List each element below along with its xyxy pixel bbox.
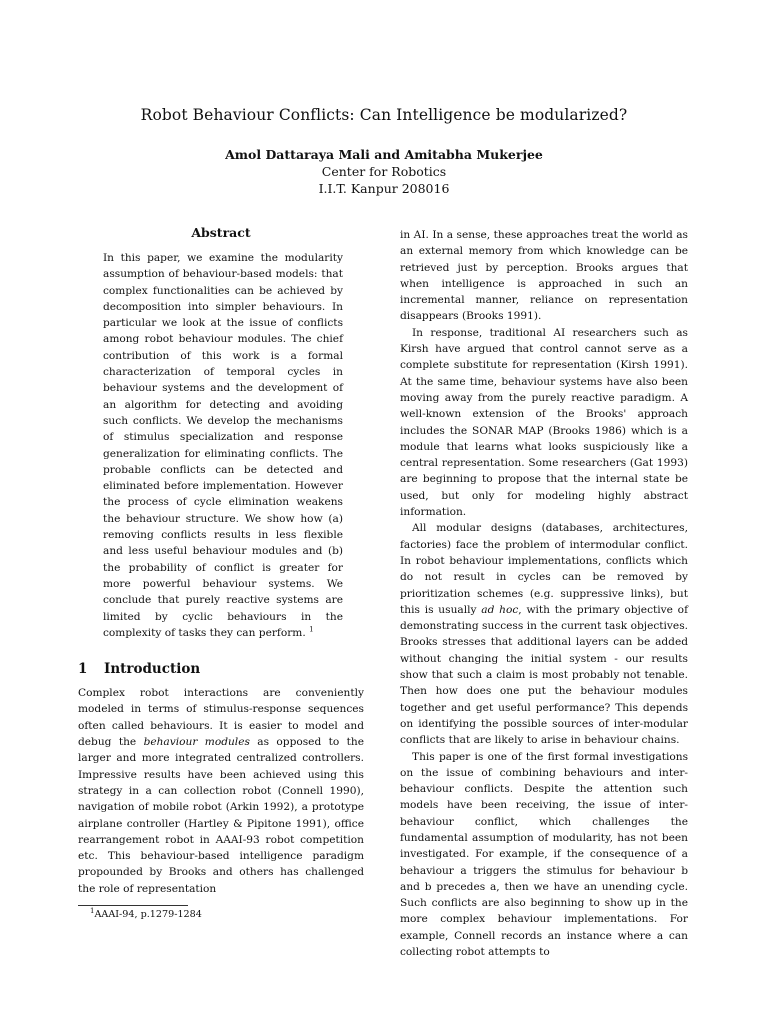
paper-title: Robot Behaviour Conflicts: Can Intelligence be modularized? <box>140 106 628 124</box>
intro-p1-start: Complex robot interactions are conveniently modeled in terms of stimulus-response sequences often called behaviours. It is easier to model and debug the <box>78 687 364 749</box>
right-column <box>400 227 688 960</box>
paper-authors: Amol Dattaraya Mali and Amitabha Mukerjee <box>225 147 543 162</box>
section-title: Introduction <box>104 661 201 678</box>
right-p3-emphasis: ad hoc <box>481 603 519 616</box>
section-number: 1 <box>78 661 88 678</box>
right-paragraph-2: In response, traditional AI researchers such as Kirsh have argued that control cannot serve as a complete substitute for representation (Kirsh 1991). At the same time, behaviour systems have also been moving away from the purely reactive paradigm. A well-known extension of the Brooks' approach includes the SONAR MAP (Brooks 1986) which is a module that learns what looks suspiciously like a central representation. Some researchers (Gat 1993) are beginning to propose that the internal state be used, but only for modeling highly abstract information. <box>400 326 688 519</box>
footnote-mark: 1 <box>90 906 95 915</box>
affiliation-institute: I.I.T. Kanpur 208016 <box>318 181 450 196</box>
left-column <box>78 225 364 920</box>
intro-p1-end: as opposed to the larger and more integrated centralized controllers. Impressive results have been achieved using this strategy in a can collection robot (Connell 1990), navigation of mobile robot (Arkin 1992), a prototype airplane controller (Hartley & Pipitone 1991), office rearrangement robot in AAAI-93 robot competition etc. This behaviour-based intelligence paradigm propounded by Brooks and others has challenged the role of representation <box>78 736 364 895</box>
right-p3-end: , with the primary objective of demonstrating success in the current task objectives. Brooks stresses that additional layers can be added without changing the initial system - our results show that such a claim is most probably not tenable. Then how does one put the behaviour modules together and get useful performance? This depends on identifying the possible sources of inter-modular conflicts that are likely to arise in behaviour chains. <box>400 603 688 747</box>
footnote-divider <box>78 905 188 906</box>
abstract-footnote-mark: 1 <box>309 625 314 634</box>
intro-p1-emphasis: behaviour modules <box>143 736 250 749</box>
affiliation-center: Center for Robotics <box>321 164 447 179</box>
right-paragraph-3 <box>400 520 688 748</box>
intro-paragraph-1 <box>78 685 364 897</box>
footnote-text: AAAI-94, p.1279-1284 <box>94 908 202 920</box>
abstract-heading: Abstract <box>191 225 251 240</box>
section-heading-introduction <box>78 661 364 677</box>
right-paragraph-1: in AI. In a sense, these approaches treat the world as an external memory from which knowledge can be retrieved just by perception. Brooks argues that when intelligence is approached in such an incremental manner, reliance on representation disappears (Brooks 1991). <box>400 229 688 323</box>
right-paragraph-4: This paper is one of the first formal investigations on the issue of combining behaviours and inter-behaviour conflicts. Despite the attention such models have been receiving, the issue of inter-behaviour conflict, which challenges the fundamental assumption of modularity, has not been investigated. For example, if the consequence of a behaviour a triggers the stimulus for behaviour b and b precedes a, then we have an unending cycle. Such conflicts are also beginning to show up in the more complex behaviour implementations. For example, Connell records an instance where a can collecting robot attempts to <box>400 750 688 959</box>
footnote <box>78 906 364 920</box>
right-p3-start: All modular designs (databases, architectures, factories) face the problem of intermodular conflict. In robot behaviour implementations, conflicts which do not result in cycles can be removed by prioritization schemes (e.g. suppressive links), but this is usually <box>400 522 688 616</box>
abstract-body: In this paper, we examine the modularity assumption of behaviour-based models: that complex functionalities can be achieved by decomposition into simpler behaviours. In particular we look at the issue of conflicts among robot behaviour modules. The chief contribution of this work is a formal characterization of temporal cycles in behaviour systems and the development of an algorithm for detecting and avoiding such conflicts. We develop the mechanisms of stimulus specialization and response generalization for eliminating conflicts. The probable conflicts can be detected and eliminated before implementation. However the process of cycle elimination weakens the behaviour structure. We show how (a) removing conflicts results in less flexible and less useful behaviour modules and (b) the probability of conflict is greater for more powerful behaviour systems. We conclude that purely reactive systems are limited by cyclic behaviours in the complexity of tasks they can perform. <box>103 252 343 639</box>
abstract-text <box>103 250 343 641</box>
